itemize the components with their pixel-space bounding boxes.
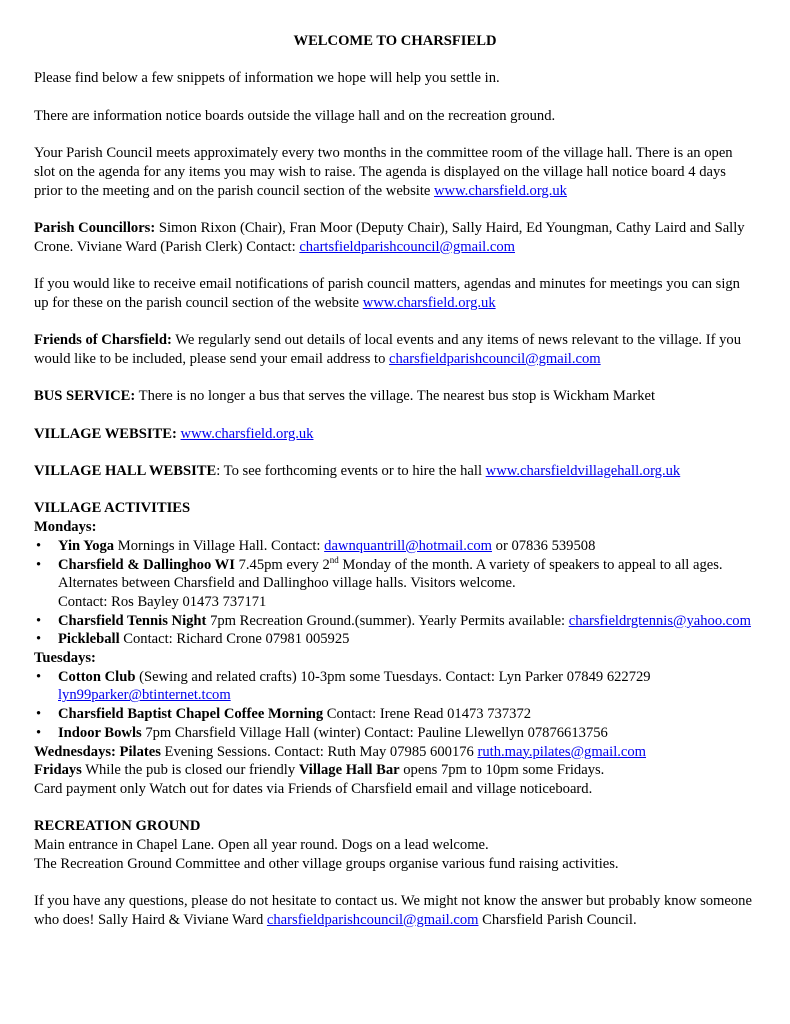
friends-paragraph [34, 331, 756, 368]
bullet-icon: • [36, 537, 42, 554]
activities-heading: VILLAGE ACTIVITIES [34, 500, 191, 517]
bus-label: BUS SERVICE: [34, 388, 136, 405]
activity-text: 7pm Recreation Ground.(summer). Yearly Permits available: [206, 612, 569, 629]
fridays-label: Fridays [34, 762, 82, 779]
recreation-heading: RECREATION GROUND [34, 818, 201, 835]
activity-name: Charsfield Tennis Night [58, 612, 207, 629]
notice-boards-paragraph: There are information notice boards outside the village hall and on the recreation ground. [34, 107, 556, 124]
bus-paragraph [34, 387, 756, 406]
activity-contact: Contact: Ros Bayley 01473 737171 [58, 593, 267, 610]
activity-name: Indoor Bowls [58, 724, 142, 741]
tennis-email-link[interactable]: charsfieldrgtennis@yahoo.com [568, 612, 751, 629]
activity-text: 7.45pm every 2 [234, 556, 330, 573]
closing-text: Charsfield Parish Council. [478, 911, 637, 928]
activity-text: While the pub is closed our friendly [81, 762, 299, 779]
activity-name: Yin Yoga [58, 537, 115, 554]
mondays-list [34, 537, 756, 649]
bullet-icon: • [36, 631, 42, 648]
notifications-text: If you would like to receive email notifications of parish council matters, agendas and minutes for meetings you can sign up for these on the parish council section of the website [34, 276, 740, 311]
list-item [34, 705, 756, 724]
village-hall-website-paragraph [34, 462, 756, 481]
activity-text: or 07836 539508 [492, 537, 596, 554]
closing-paragraph [34, 892, 756, 929]
pilates-email-link[interactable]: ruth.may.pilates@gmail.com [477, 743, 647, 760]
activity-text: Monday of the month. A variety of speakers to appeal to all ages. Alternates between Charsfield and Dallinghoo village halls. Visitors welcome. [58, 556, 723, 592]
councillors-label: Parish Councillors: [34, 219, 156, 236]
activity-text: Evening Sessions. Contact: Ruth May 07985 600176 [160, 743, 478, 760]
fridays-line [34, 761, 756, 780]
activities-section [34, 499, 756, 798]
activity-text: 7pm Charsfield Village Hall (winter) Contact: Pauline Llewellyn 07876613756 [141, 724, 608, 741]
friends-text: We regularly send out details of local events and any items of news relevant to the village. If you would like to be included, please send your email address to [34, 332, 741, 367]
card-payment-line: Card payment only Watch out for dates via Friends of Charsfield email and village noticeboard. [34, 780, 593, 797]
list-item [34, 612, 756, 631]
list-item [34, 630, 756, 649]
bus-text: There is no longer a bus that serves the village. The nearest bus stop is Wickham Market [135, 388, 656, 405]
council-email-link[interactable]: chartsfieldparishcouncil@gmail.com [299, 238, 515, 255]
activity-name: Charsfield & Dallinghoo WI [58, 556, 235, 573]
website-link[interactable]: www.charsfield.org.uk [434, 182, 567, 199]
closing-text: If you have any questions, please do not hesitate to contact us. We might not know the answer but probably know someone who does! Sally Haird & Viviane Ward [34, 893, 752, 928]
website-link[interactable]: www.charsfield.org.uk [362, 294, 496, 311]
councillors-text: Simon Rixon (Chair), Fran Moor (Deputy Chair), Sally Haird, Ed Youngman, Cathy Laird and Sally Crone. Viviane Ward (Parish Clerk) Contact: [34, 219, 745, 255]
village-hall-website-link[interactable]: www.charsfieldvillagehall.org.uk [485, 463, 681, 480]
list-item [34, 537, 756, 556]
village-hall-bar: Village Hall Bar [298, 762, 400, 779]
ordinal-suffix: nd [329, 554, 339, 565]
councillors-paragraph [34, 219, 756, 256]
council-email-link[interactable]: charsfieldparishcouncil@gmail.com [266, 911, 479, 928]
list-item [34, 668, 756, 705]
recreation-line: The Recreation Ground Committee and other village groups organise various fund raising activities. [34, 855, 619, 872]
activity-text: Contact: Irene Read 01473 737372 [323, 706, 532, 723]
bullet-icon: • [36, 612, 42, 629]
bullet-icon: • [36, 706, 42, 723]
intro-paragraph: Please find below a few snippets of information we hope will help you settle in. [34, 70, 500, 87]
village-hall-website-text: : To see forthcoming events or to hire the hall [216, 463, 486, 480]
activity-text: Contact: Richard Crone 07981 005925 [119, 631, 350, 648]
list-item [34, 556, 756, 612]
village-website-paragraph [34, 425, 756, 444]
activity-text: opens 7pm to 10pm some Fridays. [399, 762, 605, 779]
wednesdays-label: Wednesdays: Pilates [34, 743, 161, 760]
parish-council-paragraph [34, 144, 756, 200]
tuesdays-list [34, 668, 756, 743]
yoga-email-link[interactable]: dawnquantrill@hotmail.com [324, 537, 492, 554]
village-website-label: VILLAGE WEBSITE: [34, 425, 177, 442]
friends-label: Friends of Charsfield: [34, 332, 172, 349]
wednesdays-line [34, 743, 756, 762]
cotton-club-email-link[interactable]: lyn99parker@btinternet.tcom [58, 687, 231, 704]
mondays-label: Mondays: [34, 519, 97, 536]
activity-name: Charsfield Baptist Chapel Coffee Morning [58, 706, 324, 723]
website-link[interactable]: www.charsfield.org.uk [180, 425, 314, 442]
council-email-link[interactable]: charsfieldparishcouncil@gmail.com [389, 350, 601, 367]
recreation-section [34, 817, 756, 873]
village-hall-website-label: VILLAGE HALL WEBSITE [34, 463, 217, 480]
bullet-icon: • [36, 668, 42, 685]
activity-name: Pickleball [58, 631, 120, 648]
activity-text: (Sewing and related crafts) 10-3pm some Tuesdays. Contact: Lyn Parker 07849 622729 [135, 668, 651, 685]
notifications-paragraph [34, 275, 756, 312]
tuesdays-label: Tuesdays: [34, 650, 96, 667]
list-item [34, 724, 756, 743]
bullet-icon: • [36, 724, 42, 741]
parish-council-text: Your Parish Council meets approximately every two months in the committee room of the village hall. There is an open slot on the agenda for any items you may wish to raise. The agenda is displayed on the village hall notice board 4 days prior to the meeting and on the parish council section of the website [34, 145, 733, 199]
activity-name: Cotton Club [58, 668, 136, 685]
bullet-icon: • [36, 556, 42, 573]
recreation-line: Main entrance in Chapel Lane. Open all year round. Dogs on a lead welcome. [34, 837, 489, 854]
activity-text: Mornings in Village Hall. Contact: [114, 537, 325, 554]
page-title: WELCOME TO CHARSFIELD [293, 33, 497, 49]
